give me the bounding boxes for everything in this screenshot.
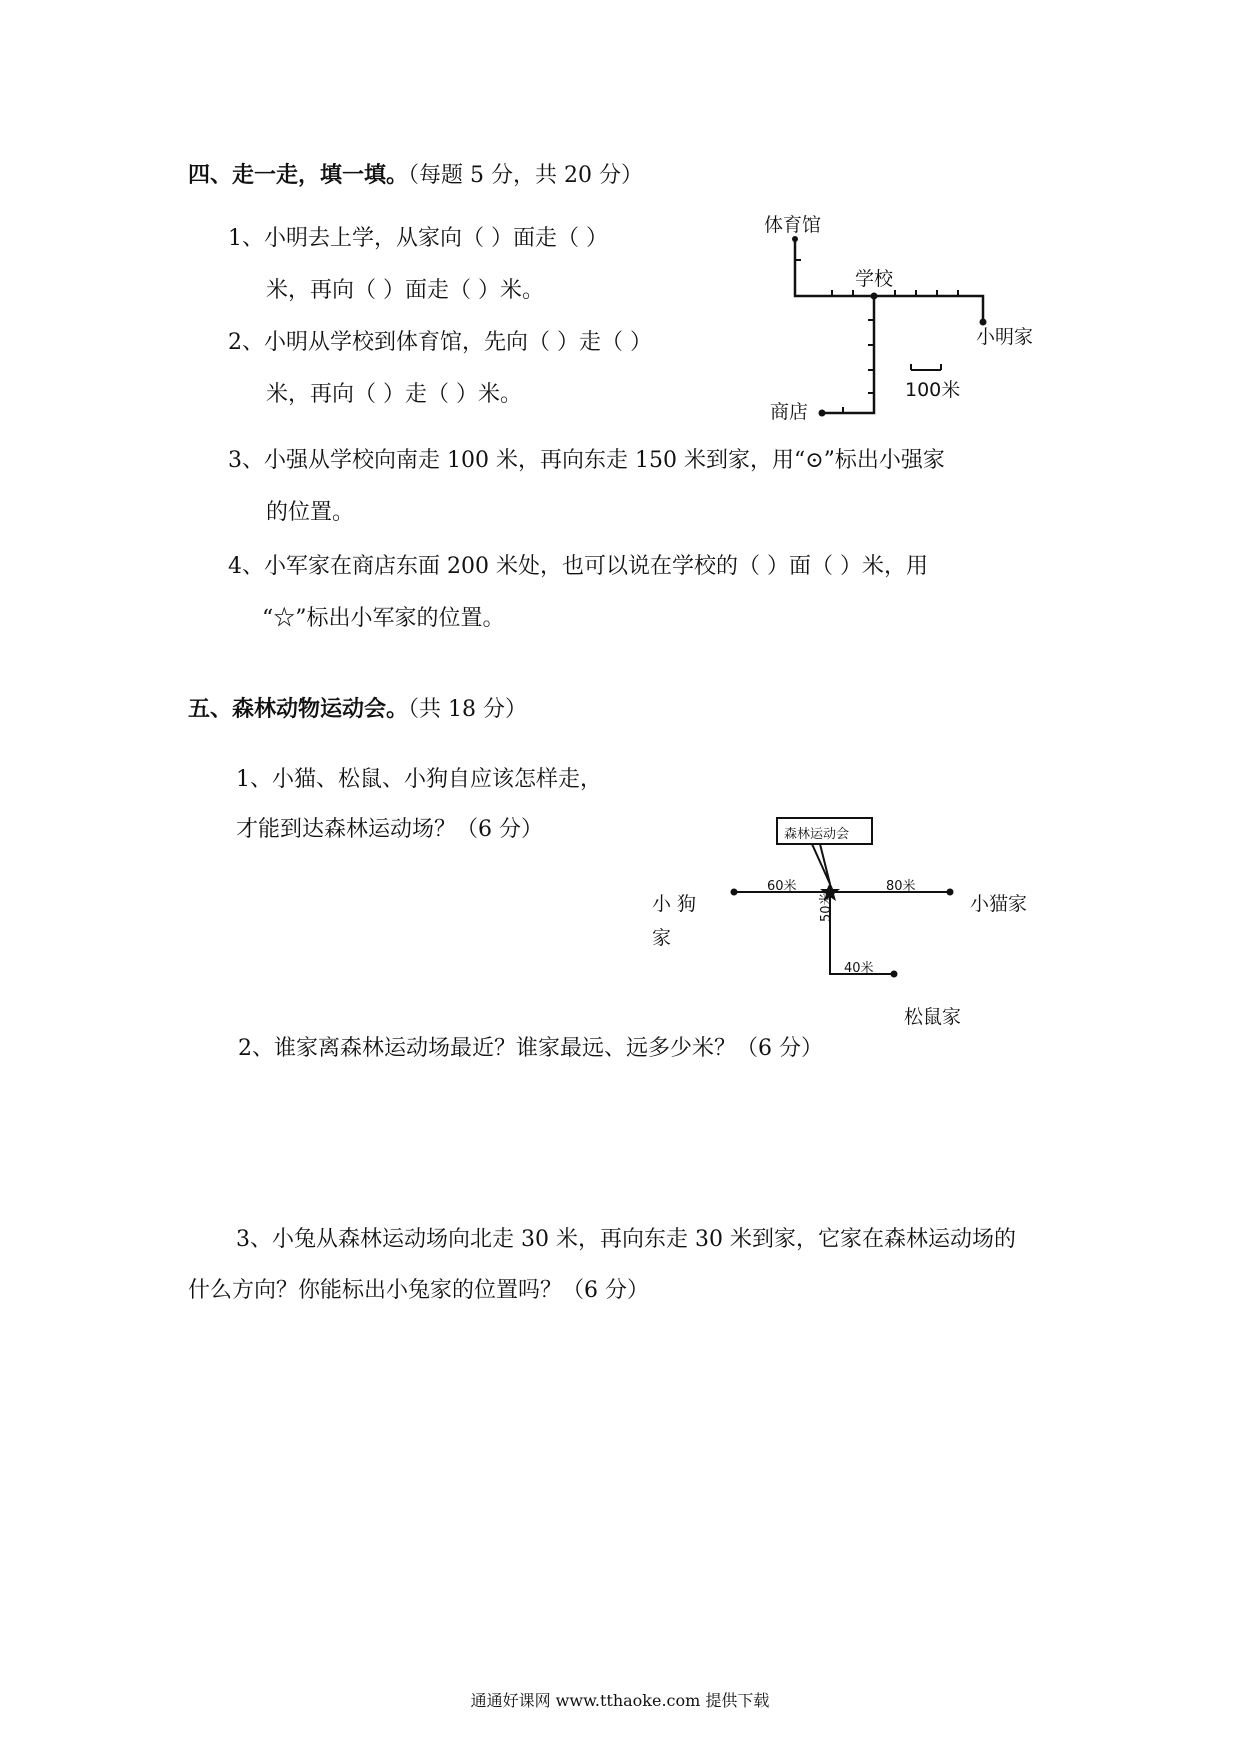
map-1-school-label: 学校: [855, 268, 894, 290]
dog-home-label-line2: 家: [652, 927, 672, 949]
map-1-shop-label: 商店: [770, 401, 809, 423]
section-4-title: 四、走一走，填一填。: [188, 162, 409, 188]
s4-q2-line1: 2、小明从学校到体育馆，先向（ ）走（ ）: [228, 330, 652, 355]
south-distance-label: 50米: [819, 892, 834, 922]
section-5-title: 五、森林动物运动会。: [188, 696, 409, 722]
map-1-gym-label: 体育馆: [764, 214, 822, 236]
cat-home-label: 小猫家: [970, 893, 1028, 915]
s5-q1-line2: 才能到达森林运动场？（6 分）: [236, 817, 543, 842]
s4-q4-line1: 4、小军家在商店东面 200 米处，也可以说在学校的（ ）面（ ）米，用: [228, 554, 928, 579]
dog-home-label-line1: 小 狗: [652, 893, 697, 915]
s5-q1-line1: 1、小猫、松鼠、小狗自应该怎样走，: [236, 767, 602, 792]
squirrel-home-label: 松鼠家: [904, 1006, 962, 1028]
venue-label: 森林运动会: [784, 827, 850, 842]
s4-q1-line1: 1、小明去上学，从家向（ ）面走（ ）: [228, 226, 608, 251]
page-footer: 通通好课网 www.tthaoke.com 提供下载: [470, 1691, 770, 1710]
s5-q3-line1: 3、小兔从森林运动场向北走 30 米，再向东走 30 米到家，它家在森林运动场的: [236, 1227, 1016, 1252]
map-1-home-label: 小明家: [976, 326, 1034, 348]
s4-q3-line1: 3、小强从学校向南走 100 米，再向东走 150 米到家，用“⊙”标出小强家: [228, 448, 945, 473]
east-distance-label: 40米: [844, 961, 874, 976]
s5-q3-line2: 什么方向？你能标出小兔家的位置吗？（6 分）: [188, 1278, 649, 1303]
map-1-scale-label: 100米: [905, 379, 961, 401]
section-5-score: （共 18 分）: [408, 697, 527, 722]
s4-q4-line2: “☆”标出小军家的位置。: [262, 606, 505, 631]
s4-q2-line2: 米，再向（ ）走（ ）米。: [266, 382, 522, 407]
s5-q2: 2、谁家离森林运动场最近？谁家最远、远多少米？（6 分）: [238, 1036, 823, 1061]
cat-distance-label: 80米: [886, 879, 916, 894]
s4-q3-line2: 的位置。: [266, 500, 355, 525]
section-4-score: （每题 5 分，共 20 分）: [408, 163, 643, 188]
s4-q1-line2: 米，再向（ ）面走（ ）米。: [266, 278, 544, 303]
dog-distance-label: 60米: [767, 879, 797, 894]
